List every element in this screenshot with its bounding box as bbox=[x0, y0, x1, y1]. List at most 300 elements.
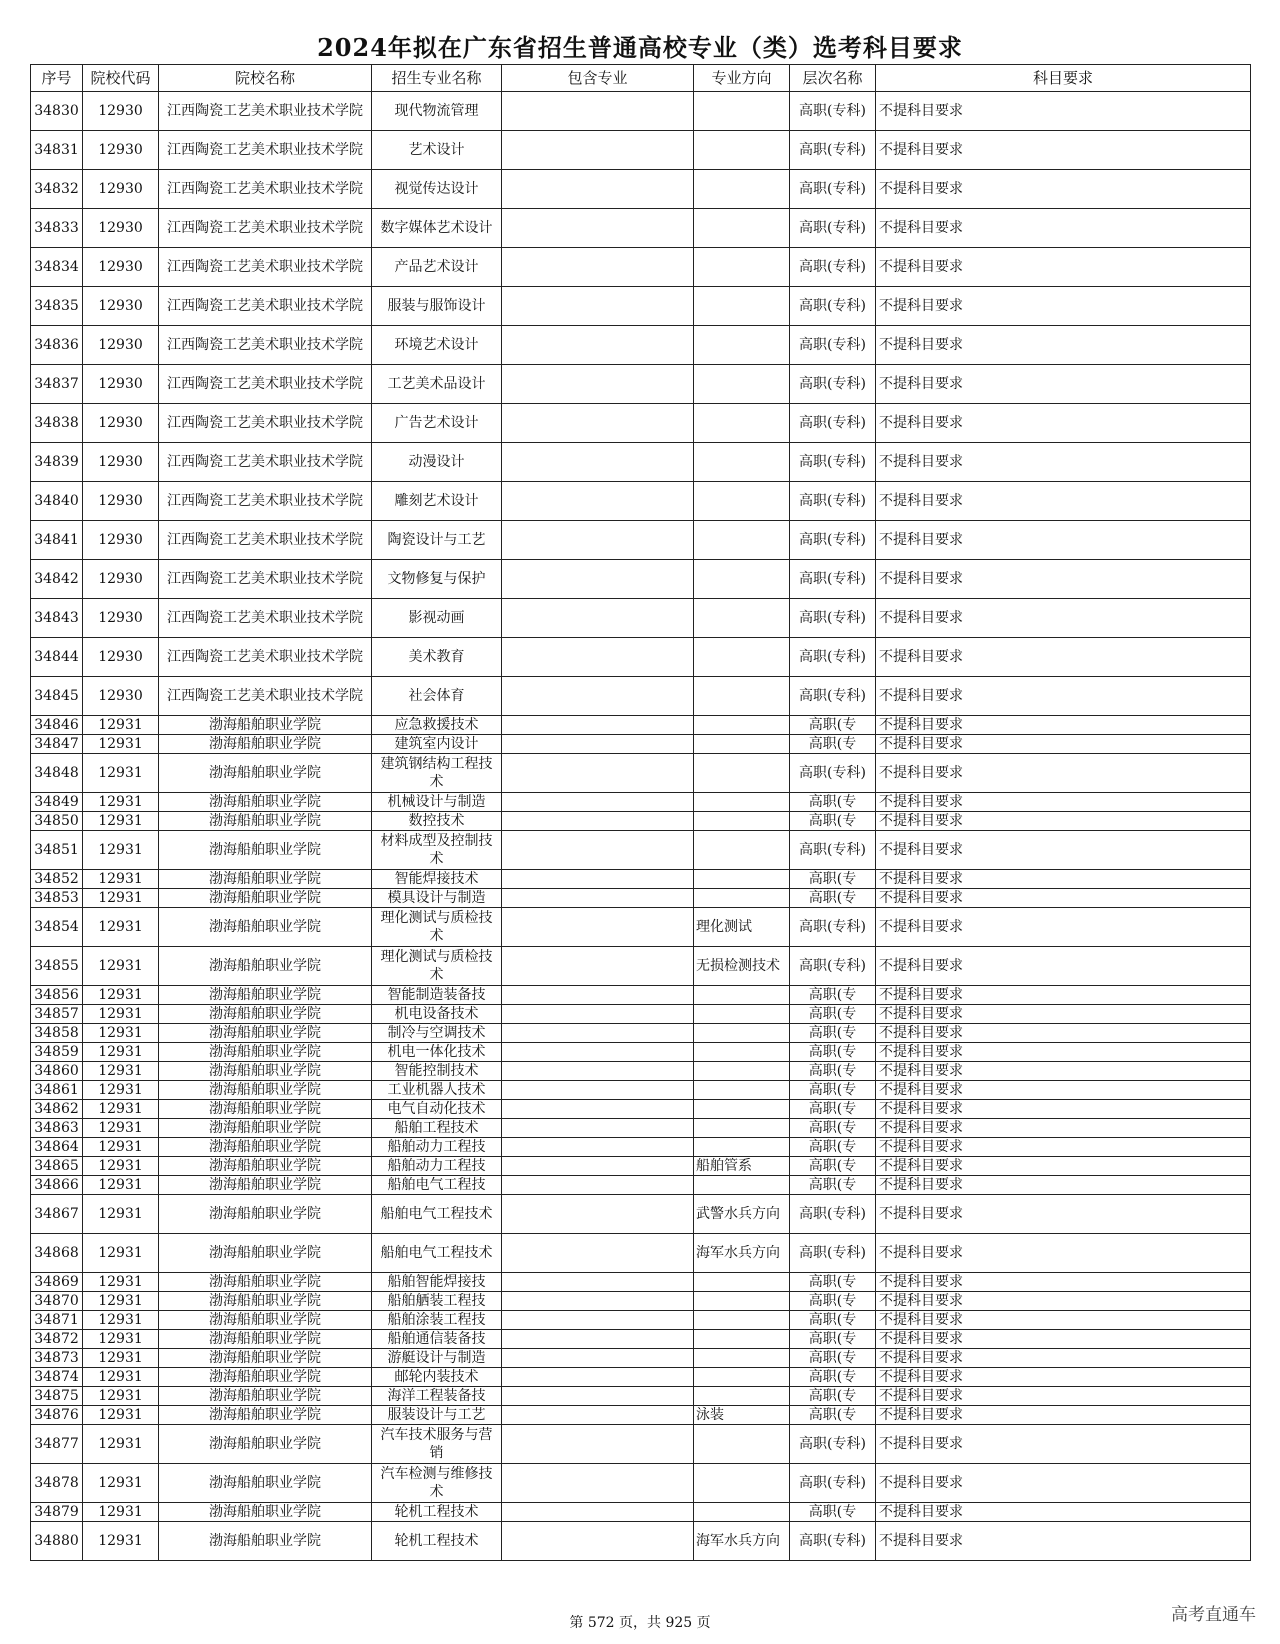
table-row bbox=[31, 1062, 1251, 1081]
cell-requirement: 不提科目要求 bbox=[876, 1368, 1251, 1387]
cell-requirement: 不提科目要求 bbox=[876, 1464, 1251, 1503]
cell-major: 智能控制技术 bbox=[372, 1062, 502, 1081]
cell-school: 江西陶瓷工艺美术职业技术学院 bbox=[159, 248, 372, 287]
cell-code: 12930 bbox=[83, 287, 159, 326]
cell-no: 34856 bbox=[31, 986, 83, 1005]
cell-requirement: 不提科目要求 bbox=[876, 1349, 1251, 1368]
cell-include bbox=[502, 1005, 694, 1024]
cell-level: 高职(专 bbox=[790, 870, 876, 889]
cell-direction bbox=[694, 1176, 790, 1195]
table-row bbox=[31, 482, 1251, 521]
cell-requirement: 不提科目要求 bbox=[876, 482, 1251, 521]
cell-direction bbox=[694, 1273, 790, 1292]
cell-level: 高职(专 bbox=[790, 1062, 876, 1081]
cell-level: 高职(专科) bbox=[790, 131, 876, 170]
cell-requirement: 不提科目要求 bbox=[876, 1503, 1251, 1522]
cell-include bbox=[502, 638, 694, 677]
cell-no: 34859 bbox=[31, 1043, 83, 1062]
cell-include bbox=[502, 287, 694, 326]
cell-school: 渤海船舶职业学院 bbox=[159, 1406, 372, 1425]
cell-level: 高职(专科) bbox=[790, 638, 876, 677]
cell-include bbox=[502, 1425, 694, 1464]
cell-direction bbox=[694, 677, 790, 716]
cell-requirement: 不提科目要求 bbox=[876, 889, 1251, 908]
cell-school: 渤海船舶职业学院 bbox=[159, 1273, 372, 1292]
table-row bbox=[31, 1464, 1251, 1503]
cell-direction bbox=[694, 92, 790, 131]
cell-requirement: 不提科目要求 bbox=[876, 677, 1251, 716]
cell-include bbox=[502, 404, 694, 443]
cell-school: 江西陶瓷工艺美术职业技术学院 bbox=[159, 404, 372, 443]
cell-direction bbox=[694, 1024, 790, 1043]
cell-direction bbox=[694, 735, 790, 754]
cell-no: 34878 bbox=[31, 1464, 83, 1503]
cell-requirement: 不提科目要求 bbox=[876, 1062, 1251, 1081]
table-row bbox=[31, 1406, 1251, 1425]
cell-level: 高职(专 bbox=[790, 1387, 876, 1406]
cell-no: 34874 bbox=[31, 1368, 83, 1387]
cell-include bbox=[502, 1062, 694, 1081]
cell-code: 12931 bbox=[83, 1043, 159, 1062]
cell-school: 渤海船舶职业学院 bbox=[159, 1387, 372, 1406]
cell-direction bbox=[694, 560, 790, 599]
cell-include bbox=[502, 209, 694, 248]
table-row bbox=[31, 870, 1251, 889]
cell-requirement: 不提科目要求 bbox=[876, 1406, 1251, 1425]
cell-school: 渤海船舶职业学院 bbox=[159, 870, 372, 889]
table-row bbox=[31, 716, 1251, 735]
cell-code: 12931 bbox=[83, 1368, 159, 1387]
cell-code: 12930 bbox=[83, 209, 159, 248]
cell-code: 12931 bbox=[83, 1273, 159, 1292]
cell-school: 江西陶瓷工艺美术职业技术学院 bbox=[159, 209, 372, 248]
cell-major: 汽车检测与维修技术 bbox=[372, 1464, 502, 1503]
cell-no: 34880 bbox=[31, 1522, 83, 1561]
cell-major: 动漫设计 bbox=[372, 443, 502, 482]
cell-code: 12931 bbox=[83, 1311, 159, 1330]
table-row bbox=[31, 1311, 1251, 1330]
table-row bbox=[31, 599, 1251, 638]
cell-code: 12931 bbox=[83, 1100, 159, 1119]
cell-school: 渤海船舶职业学院 bbox=[159, 1503, 372, 1522]
cell-major: 智能制造装备技 bbox=[372, 986, 502, 1005]
cell-school: 渤海船舶职业学院 bbox=[159, 1292, 372, 1311]
cell-code: 12930 bbox=[83, 92, 159, 131]
cell-no: 34855 bbox=[31, 947, 83, 986]
cell-direction bbox=[694, 443, 790, 482]
cell-school: 江西陶瓷工艺美术职业技术学院 bbox=[159, 560, 372, 599]
cell-major: 环境艺术设计 bbox=[372, 326, 502, 365]
cell-level: 高职(专科) bbox=[790, 170, 876, 209]
cell-requirement: 不提科目要求 bbox=[876, 1176, 1251, 1195]
cell-major: 艺术设计 bbox=[372, 131, 502, 170]
cell-include bbox=[502, 482, 694, 521]
cell-direction bbox=[694, 638, 790, 677]
cell-no: 34869 bbox=[31, 1273, 83, 1292]
cell-no: 34872 bbox=[31, 1330, 83, 1349]
header-major: 招生专业名称 bbox=[372, 65, 502, 92]
cell-requirement: 不提科目要求 bbox=[876, 560, 1251, 599]
table-row bbox=[31, 404, 1251, 443]
cell-no: 34863 bbox=[31, 1119, 83, 1138]
header-direction: 专业方向 bbox=[694, 65, 790, 92]
cell-code: 12931 bbox=[83, 1406, 159, 1425]
cell-level: 高职(专科) bbox=[790, 365, 876, 404]
cell-no: 34845 bbox=[31, 677, 83, 716]
cell-code: 12931 bbox=[83, 1176, 159, 1195]
cell-code: 12930 bbox=[83, 131, 159, 170]
cell-requirement: 不提科目要求 bbox=[876, 287, 1251, 326]
cell-include bbox=[502, 1330, 694, 1349]
cell-include bbox=[502, 365, 694, 404]
cell-direction bbox=[694, 1387, 790, 1406]
cell-school: 江西陶瓷工艺美术职业技术学院 bbox=[159, 443, 372, 482]
cell-include bbox=[502, 1349, 694, 1368]
header-no: 序号 bbox=[31, 65, 83, 92]
cell-school: 江西陶瓷工艺美术职业技术学院 bbox=[159, 599, 372, 638]
table-row bbox=[31, 365, 1251, 404]
cell-major: 汽车技术服务与营销 bbox=[372, 1425, 502, 1464]
cell-direction bbox=[694, 599, 790, 638]
cell-code: 12930 bbox=[83, 482, 159, 521]
cell-include bbox=[502, 131, 694, 170]
cell-requirement: 不提科目要求 bbox=[876, 1024, 1251, 1043]
cell-include bbox=[502, 1176, 694, 1195]
cell-include bbox=[502, 754, 694, 793]
cell-level: 高职(专 bbox=[790, 1138, 876, 1157]
table-row bbox=[31, 1234, 1251, 1273]
cell-requirement: 不提科目要求 bbox=[876, 248, 1251, 287]
cell-code: 12931 bbox=[83, 947, 159, 986]
table-row bbox=[31, 1349, 1251, 1368]
page-footer: 第 572 页，共 925 页 bbox=[569, 1615, 711, 1631]
table-row bbox=[31, 1330, 1251, 1349]
cell-direction bbox=[694, 131, 790, 170]
cell-direction bbox=[694, 1330, 790, 1349]
cell-code: 12931 bbox=[83, 1138, 159, 1157]
cell-requirement: 不提科目要求 bbox=[876, 1387, 1251, 1406]
cell-include bbox=[502, 1234, 694, 1273]
cell-direction bbox=[694, 831, 790, 870]
cell-direction bbox=[694, 812, 790, 831]
cell-direction bbox=[694, 521, 790, 560]
cell-include bbox=[502, 443, 694, 482]
cell-requirement: 不提科目要求 bbox=[876, 754, 1251, 793]
cell-requirement: 不提科目要求 bbox=[876, 521, 1251, 560]
cell-requirement: 不提科目要求 bbox=[876, 1425, 1251, 1464]
cell-school: 渤海船舶职业学院 bbox=[159, 1100, 372, 1119]
cell-code: 12931 bbox=[83, 1119, 159, 1138]
cell-level: 高职(专科) bbox=[790, 443, 876, 482]
cell-code: 12931 bbox=[83, 735, 159, 754]
cell-no: 34862 bbox=[31, 1100, 83, 1119]
table-row bbox=[31, 1503, 1251, 1522]
cell-direction bbox=[694, 754, 790, 793]
header-level: 层次名称 bbox=[790, 65, 876, 92]
table-row bbox=[31, 1176, 1251, 1195]
table-row bbox=[31, 1368, 1251, 1387]
cell-requirement: 不提科目要求 bbox=[876, 1311, 1251, 1330]
cell-no: 34850 bbox=[31, 812, 83, 831]
table-row bbox=[31, 1024, 1251, 1043]
cell-no: 34849 bbox=[31, 793, 83, 812]
table-row bbox=[31, 1195, 1251, 1234]
cell-no: 34837 bbox=[31, 365, 83, 404]
cell-school: 渤海船舶职业学院 bbox=[159, 1330, 372, 1349]
cell-level: 高职(专 bbox=[790, 1503, 876, 1522]
brand-watermark: 高考直通车 bbox=[1171, 1605, 1256, 1625]
cell-code: 12931 bbox=[83, 1503, 159, 1522]
cell-no: 34873 bbox=[31, 1349, 83, 1368]
cell-code: 12931 bbox=[83, 754, 159, 793]
header-requirement: 科目要求 bbox=[876, 65, 1251, 92]
cell-no: 34840 bbox=[31, 482, 83, 521]
table-row bbox=[31, 326, 1251, 365]
cell-no: 34861 bbox=[31, 1081, 83, 1100]
cell-requirement: 不提科目要求 bbox=[876, 365, 1251, 404]
cell-level: 高职(专 bbox=[790, 1157, 876, 1176]
cell-include bbox=[502, 560, 694, 599]
cell-major: 电气自动化技术 bbox=[372, 1100, 502, 1119]
table-row bbox=[31, 889, 1251, 908]
cell-level: 高职(专 bbox=[790, 1406, 876, 1425]
cell-no: 34860 bbox=[31, 1062, 83, 1081]
cell-direction bbox=[694, 716, 790, 735]
cell-include bbox=[502, 1100, 694, 1119]
cell-major: 工业机器人技术 bbox=[372, 1081, 502, 1100]
cell-school: 江西陶瓷工艺美术职业技术学院 bbox=[159, 170, 372, 209]
cell-school: 江西陶瓷工艺美术职业技术学院 bbox=[159, 677, 372, 716]
cell-level: 高职(专科) bbox=[790, 560, 876, 599]
cell-school: 渤海船舶职业学院 bbox=[159, 986, 372, 1005]
cell-no: 34847 bbox=[31, 735, 83, 754]
cell-level: 高职(专科) bbox=[790, 947, 876, 986]
cell-include bbox=[502, 735, 694, 754]
cell-include bbox=[502, 521, 694, 560]
cell-major: 船舶舾装工程技 bbox=[372, 1292, 502, 1311]
cell-direction: 泳装 bbox=[694, 1406, 790, 1425]
cell-major: 轮机工程技术 bbox=[372, 1503, 502, 1522]
cell-level: 高职(专 bbox=[790, 1119, 876, 1138]
header-code: 院校代码 bbox=[83, 65, 159, 92]
cell-requirement: 不提科目要求 bbox=[876, 1330, 1251, 1349]
cell-major: 机械设计与制造 bbox=[372, 793, 502, 812]
table-row bbox=[31, 1138, 1251, 1157]
cell-major: 船舶电气工程技术 bbox=[372, 1234, 502, 1273]
cell-school: 渤海船舶职业学院 bbox=[159, 1195, 372, 1234]
table-row bbox=[31, 831, 1251, 870]
cell-direction bbox=[694, 1464, 790, 1503]
cell-school: 渤海船舶职业学院 bbox=[159, 1522, 372, 1561]
cell-requirement: 不提科目要求 bbox=[876, 1195, 1251, 1234]
cell-school: 渤海船舶职业学院 bbox=[159, 1062, 372, 1081]
table-row bbox=[31, 812, 1251, 831]
cell-direction bbox=[694, 248, 790, 287]
cell-code: 12931 bbox=[83, 831, 159, 870]
cell-level: 高职(专 bbox=[790, 1311, 876, 1330]
cell-major: 数字媒体艺术设计 bbox=[372, 209, 502, 248]
cell-direction bbox=[694, 1043, 790, 1062]
cell-requirement: 不提科目要求 bbox=[876, 1157, 1251, 1176]
cell-direction bbox=[694, 1503, 790, 1522]
cell-school: 渤海船舶职业学院 bbox=[159, 1176, 372, 1195]
cell-school: 渤海船舶职业学院 bbox=[159, 793, 372, 812]
cell-no: 34875 bbox=[31, 1387, 83, 1406]
cell-level: 高职(专 bbox=[790, 1273, 876, 1292]
cell-no: 34834 bbox=[31, 248, 83, 287]
cell-code: 12930 bbox=[83, 521, 159, 560]
cell-major: 材料成型及控制技术 bbox=[372, 831, 502, 870]
cell-major: 理化测试与质检技术 bbox=[372, 947, 502, 986]
table-row bbox=[31, 1119, 1251, 1138]
cell-major: 船舶通信装备技 bbox=[372, 1330, 502, 1349]
cell-level: 高职(专 bbox=[790, 1043, 876, 1062]
cell-requirement: 不提科目要求 bbox=[876, 870, 1251, 889]
cell-no: 34846 bbox=[31, 716, 83, 735]
cell-include bbox=[502, 1464, 694, 1503]
cell-level: 高职(专 bbox=[790, 1100, 876, 1119]
cell-requirement: 不提科目要求 bbox=[876, 92, 1251, 131]
cell-code: 12931 bbox=[83, 908, 159, 947]
cell-no: 34865 bbox=[31, 1157, 83, 1176]
cell-no: 34844 bbox=[31, 638, 83, 677]
cell-school: 渤海船舶职业学院 bbox=[159, 1119, 372, 1138]
cell-school: 江西陶瓷工艺美术职业技术学院 bbox=[159, 521, 372, 560]
cell-major: 智能焊接技术 bbox=[372, 870, 502, 889]
cell-direction bbox=[694, 1425, 790, 1464]
header-school: 院校名称 bbox=[159, 65, 372, 92]
cell-requirement: 不提科目要求 bbox=[876, 1043, 1251, 1062]
cell-level: 高职(专 bbox=[790, 986, 876, 1005]
cell-requirement: 不提科目要求 bbox=[876, 986, 1251, 1005]
cell-school: 渤海船舶职业学院 bbox=[159, 1234, 372, 1273]
cell-direction: 理化测试 bbox=[694, 908, 790, 947]
cell-include bbox=[502, 947, 694, 986]
cell-level: 高职(专科) bbox=[790, 287, 876, 326]
cell-direction bbox=[694, 1119, 790, 1138]
cell-no: 34868 bbox=[31, 1234, 83, 1273]
cell-level: 高职(专科) bbox=[790, 1425, 876, 1464]
table-row bbox=[31, 92, 1251, 131]
cell-level: 高职(专科) bbox=[790, 92, 876, 131]
cell-include bbox=[502, 1311, 694, 1330]
cell-school: 江西陶瓷工艺美术职业技术学院 bbox=[159, 365, 372, 404]
cell-level: 高职(专 bbox=[790, 1349, 876, 1368]
cell-school: 渤海船舶职业学院 bbox=[159, 1005, 372, 1024]
cell-include bbox=[502, 1195, 694, 1234]
cell-major: 服装设计与工艺 bbox=[372, 1406, 502, 1425]
cell-direction bbox=[694, 404, 790, 443]
cell-level: 高职(专 bbox=[790, 1330, 876, 1349]
cell-school: 渤海船舶职业学院 bbox=[159, 1138, 372, 1157]
cell-no: 34870 bbox=[31, 1292, 83, 1311]
cell-include bbox=[502, 1292, 694, 1311]
cell-major: 社会体育 bbox=[372, 677, 502, 716]
cell-direction: 船舶管系 bbox=[694, 1157, 790, 1176]
table-row bbox=[31, 793, 1251, 812]
cell-major: 美术教育 bbox=[372, 638, 502, 677]
cell-code: 12931 bbox=[83, 716, 159, 735]
cell-requirement: 不提科目要求 bbox=[876, 209, 1251, 248]
cell-direction bbox=[694, 1062, 790, 1081]
cell-code: 12931 bbox=[83, 1349, 159, 1368]
cell-level: 高职(专 bbox=[790, 1292, 876, 1311]
cell-level: 高职(专科) bbox=[790, 404, 876, 443]
cell-include bbox=[502, 599, 694, 638]
cell-major: 轮机工程技术 bbox=[372, 1522, 502, 1561]
cell-no: 34852 bbox=[31, 870, 83, 889]
cell-include bbox=[502, 870, 694, 889]
cell-level: 高职(专 bbox=[790, 1368, 876, 1387]
table-row bbox=[31, 1005, 1251, 1024]
cell-no: 34848 bbox=[31, 754, 83, 793]
cell-level: 高职(专科) bbox=[790, 831, 876, 870]
cell-requirement: 不提科目要求 bbox=[876, 404, 1251, 443]
cell-level: 高职(专 bbox=[790, 793, 876, 812]
cell-direction bbox=[694, 326, 790, 365]
cell-direction bbox=[694, 870, 790, 889]
cell-requirement: 不提科目要求 bbox=[876, 326, 1251, 365]
cell-major: 船舶工程技术 bbox=[372, 1119, 502, 1138]
cell-direction: 武警水兵方向 bbox=[694, 1195, 790, 1234]
cell-major: 机电一体化技术 bbox=[372, 1043, 502, 1062]
table-row bbox=[31, 131, 1251, 170]
cell-major: 船舶动力工程技 bbox=[372, 1157, 502, 1176]
cell-requirement: 不提科目要求 bbox=[876, 793, 1251, 812]
cell-major: 海洋工程装备技 bbox=[372, 1387, 502, 1406]
cell-level: 高职(专 bbox=[790, 1005, 876, 1024]
cell-no: 34876 bbox=[31, 1406, 83, 1425]
table-row bbox=[31, 1387, 1251, 1406]
cell-school: 渤海船舶职业学院 bbox=[159, 908, 372, 947]
cell-level: 高职(专科) bbox=[790, 209, 876, 248]
page-title: 2024年拟在广东省招生普通高校专业（类）选考科目要求 bbox=[317, 33, 963, 62]
cell-requirement: 不提科目要求 bbox=[876, 1292, 1251, 1311]
cell-major: 制冷与空调技术 bbox=[372, 1024, 502, 1043]
cell-no: 34833 bbox=[31, 209, 83, 248]
cell-direction bbox=[694, 986, 790, 1005]
table-row bbox=[31, 735, 1251, 754]
cell-requirement: 不提科目要求 bbox=[876, 131, 1251, 170]
cell-code: 12931 bbox=[83, 1387, 159, 1406]
cell-code: 12930 bbox=[83, 170, 159, 209]
cell-no: 34864 bbox=[31, 1138, 83, 1157]
cell-major: 应急救援技术 bbox=[372, 716, 502, 735]
cell-code: 12931 bbox=[83, 870, 159, 889]
cell-requirement: 不提科目要求 bbox=[876, 908, 1251, 947]
cell-requirement: 不提科目要求 bbox=[876, 812, 1251, 831]
cell-school: 渤海船舶职业学院 bbox=[159, 1311, 372, 1330]
cell-requirement: 不提科目要求 bbox=[876, 1522, 1251, 1561]
cell-include bbox=[502, 908, 694, 947]
cell-no: 34839 bbox=[31, 443, 83, 482]
cell-school: 渤海船舶职业学院 bbox=[159, 716, 372, 735]
cell-direction bbox=[694, 1081, 790, 1100]
cell-level: 高职(专 bbox=[790, 812, 876, 831]
cell-major: 广告艺术设计 bbox=[372, 404, 502, 443]
cell-school: 渤海船舶职业学院 bbox=[159, 1425, 372, 1464]
cell-no: 34877 bbox=[31, 1425, 83, 1464]
cell-major: 游艇设计与制造 bbox=[372, 1349, 502, 1368]
cell-school: 江西陶瓷工艺美术职业技术学院 bbox=[159, 92, 372, 131]
table-row bbox=[31, 986, 1251, 1005]
cell-no: 34857 bbox=[31, 1005, 83, 1024]
cell-requirement: 不提科目要求 bbox=[876, 443, 1251, 482]
cell-no: 34858 bbox=[31, 1024, 83, 1043]
table-row bbox=[31, 947, 1251, 986]
table-row bbox=[31, 1043, 1251, 1062]
table-row bbox=[31, 443, 1251, 482]
